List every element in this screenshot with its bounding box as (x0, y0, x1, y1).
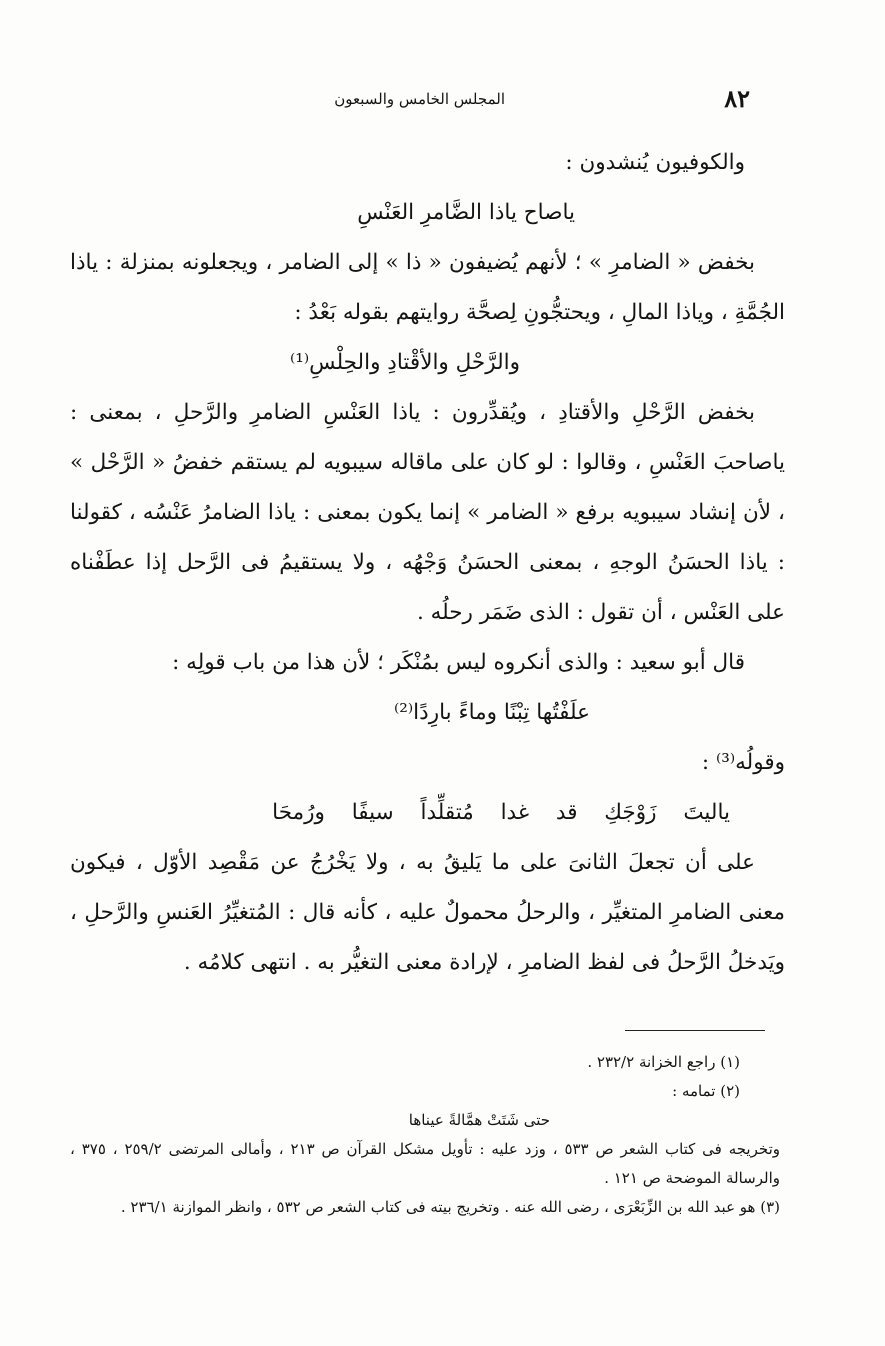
footnotes (70, 1048, 780, 1222)
text-line-qawluh: وقولُه⁽³⁾ : (701, 750, 785, 775)
paragraph-argument: بخفض الرَّحْلِ والأقتادِ ، ويُقدِّرون : ياذا العَنْسِ الضامرِ والرَّحلِ ، بمعنى : ياصاحبَ العَنْسِ ، وقالوا : لو كان على ماقاله سيبويه لم يستقم خفضُ « الرَّحْل » ، لأن إنشاد سيبويه برفع « الضامر » إنما يكون بمعنى : ياذا الضامرُ عَنْسُه ، كقولنا : ياذا الحسَنُ الوجهِ ، بمعنى الحسَنُ وَجْهُه ، ولا يستقيمُ فى الرَّحل إذا عطَفْناه على العَنْس ، أن تقول : الذى ضَمَر رحلُه . (70, 400, 785, 625)
verse-line-1: ياصاح ياذا الضَّامرِ العَنْسِ (357, 200, 575, 225)
text-line-intro: والكوفيون يُنشدون : (565, 150, 745, 175)
footnote-2-verse: حتى شَتَتْ همَّالةً عيناها (408, 1111, 550, 1129)
page-number: ٨٢ (724, 84, 750, 113)
footnote-1: (١) راجع الخزانة ٢٣٢/٢ . (587, 1053, 740, 1071)
footnote-3: (٣) هو عبد الله بن الزِّبَعْرَى ، رضى الله عنه . وتخريج بيته فى كتاب الشعر ص ٥٣٢ ، وانظر الموازنة ٢٣٦/١ . (120, 1198, 780, 1216)
main-text (70, 138, 785, 988)
paragraph-conclusion: على أن تجعلَ الثانىَ على ما يَليقُ به ، ولا يَخْرُجُ عن مَقْصِد الأوّل ، فيكون معنى الضامرِ المتغيِّر ، والرحلُ محمولٌ عليه ، كأنه قال : المُتغيِّرُ العَنسِ والرَّحلِ ، ويَدخلُ الرَّحلُ فى لفظ الضامرِ ، لإرادة معنى التغيُّر به . انتهى كلامُه . (70, 850, 785, 975)
paragraph-abu-said: قال أبو سعيد : والذى أنكروه ليس بمُنْكَر ؛ لأن هذا من باب قولِه : (172, 650, 745, 675)
footnote-2-continuation: وتخريجه فى كتاب الشعر ص ٥٣٣ ، وزد عليه : تأويل مشكل القرآن ص ٢١٣ ، وأمالى المرتضى ٢٥٩/٢ ، ٣٧٥ ، والرسالة الموضحة ص ١٢١ . (70, 1140, 780, 1187)
verse-line-4: ياليتَ زَوْجَكِ قد غدا مُتقلِّداً سيفًا ورُمحَا (272, 800, 730, 825)
page-header (70, 84, 750, 114)
footnote-2: (٢) تمامه : (672, 1082, 740, 1100)
paragraph-kufan-reading: بخفض « الضامرِ » ؛ لأنهم يُضيفون « ذا » إلى الضامر ، ويجعلونه بمنزلة : ياذا الجُمَّةِ ، وياذا المالِ ، ويحتجُّونِ لِصحَّة روايتهم بقوله بَعْدُ : (70, 250, 785, 325)
verse-line-3: علَفْتُها تِبْنًا وماءً بارِدًا⁽²⁾ (394, 700, 590, 725)
running-head: المجلس الخامس والسبعون (334, 90, 505, 108)
footnote-separator (625, 1030, 765, 1031)
verse-line-2: والرَّحْلِ والأقْتادِ والحِلْسِ⁽¹⁾ (289, 350, 520, 375)
